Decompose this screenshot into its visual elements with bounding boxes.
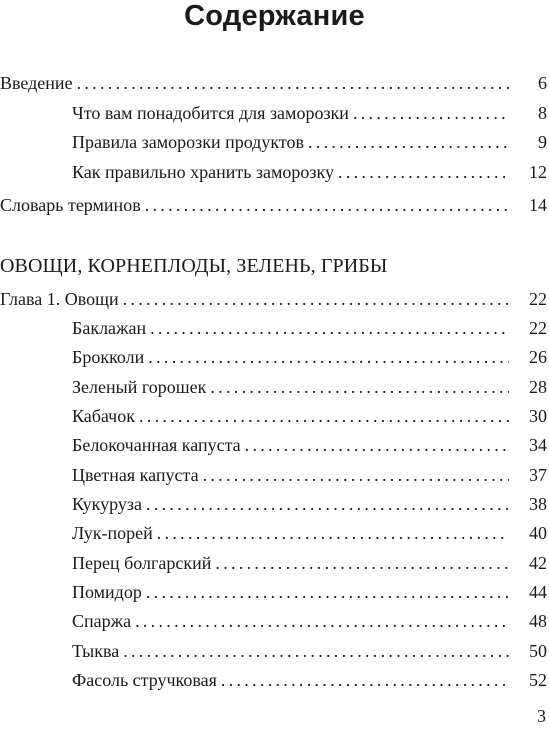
toc-entry-glossary[interactable]: [0, 194, 549, 216]
toc-entry-freezing-rules[interactable]: [72, 131, 549, 153]
toc-entry-page: 48: [529, 611, 547, 631]
dot-leader: [245, 434, 509, 456]
toc-entry-label: Кукуруза: [72, 494, 143, 514]
toc-entry-page: 22: [529, 289, 547, 309]
toc-entry-page: 44: [529, 582, 547, 602]
toc-entry-page: 14: [529, 195, 547, 215]
toc-entry-page: 50: [529, 641, 547, 661]
toc-entry-introduction[interactable]: [0, 72, 549, 94]
section-heading: ОВОЩИ, КОРНЕПЛОДЫ, ЗЕЛЕНЬ, ГРИБЫ: [0, 255, 388, 277]
dot-leader: [145, 194, 509, 216]
dot-leader: [77, 72, 509, 94]
toc-entry-label: Лук-порей: [72, 523, 153, 543]
toc-entry-page: 28: [529, 377, 547, 397]
toc-entry-label: Спаржа: [72, 611, 132, 631]
toc-entry-page: 8: [538, 103, 547, 123]
toc-entry-storage[interactable]: [72, 161, 549, 183]
dot-leader: [203, 464, 509, 486]
toc-entry-what-you-need[interactable]: [72, 102, 549, 124]
toc-entry-label: Перец болгарский: [72, 553, 212, 573]
dot-leader: [146, 493, 509, 515]
toc-entry-label: Фасоль стручковая: [72, 670, 217, 690]
toc-entry-green-peas[interactable]: [72, 376, 549, 398]
toc-entry-page: 40: [529, 523, 547, 543]
toc-entry-chapter-1[interactable]: [0, 288, 549, 310]
toc-entry-page: 30: [529, 406, 547, 426]
toc-entry-broccoli[interactable]: [72, 346, 549, 368]
toc-entry-eggplant[interactable]: [72, 317, 549, 339]
toc-entry-asparagus[interactable]: [72, 610, 549, 632]
toc-entry-label: Словарь терминов: [0, 195, 141, 215]
dot-leader: [157, 522, 509, 544]
toc-entry-label: Правила заморозки продуктов: [72, 132, 304, 152]
dot-leader: [150, 317, 509, 339]
dot-leader: [139, 405, 509, 427]
toc-entry-page: 6: [538, 73, 547, 93]
page-number: 3: [537, 706, 546, 726]
dot-leader: [148, 346, 509, 368]
toc-entry-page: 26: [529, 347, 547, 367]
toc-entry-green-beans[interactable]: [72, 669, 549, 691]
toc-entry-page: 37: [529, 465, 547, 485]
dot-leader: [146, 581, 509, 603]
toc-entry-page: 22: [529, 318, 547, 338]
toc-entry-label: Цветная капуста: [72, 465, 199, 485]
dot-leader: [221, 669, 509, 691]
toc-entry-label: Как правильно хранить заморозку: [72, 162, 335, 182]
toc-entry-tomato[interactable]: [72, 581, 549, 603]
toc-entry-white-cabbage[interactable]: [72, 434, 549, 456]
toc-entry-pumpkin[interactable]: [72, 640, 549, 662]
dot-leader: [215, 552, 509, 574]
toc-entry-page: 38: [529, 494, 547, 514]
dot-leader: [123, 640, 509, 662]
dot-leader: [308, 131, 509, 153]
toc-entry-label: Введение: [0, 73, 73, 93]
toc-entry-cauliflower[interactable]: [72, 464, 549, 486]
dot-leader: [338, 161, 509, 183]
dot-leader: [353, 102, 509, 124]
dot-leader: [210, 376, 509, 398]
toc-entry-label: Брокколи: [72, 347, 145, 367]
toc-entry-label: Что вам понадобится для заморозки: [72, 103, 349, 123]
toc-entry-label: Кабачок: [72, 406, 135, 426]
toc-entry-corn[interactable]: [72, 493, 549, 515]
toc-entry-page: 34: [529, 435, 547, 455]
toc-entry-page: 42: [529, 553, 547, 573]
toc-entry-label: Белокочанная капуста: [72, 435, 241, 455]
toc-entry-bell-pepper[interactable]: [72, 552, 549, 574]
toc-entry-zucchini[interactable]: [72, 405, 549, 427]
toc-entry-label: Баклажан: [72, 318, 147, 338]
toc-entry-label: Тыква: [72, 641, 120, 661]
toc-entry-label: Помидор: [72, 582, 142, 602]
toc-entry-page: 9: [538, 132, 547, 152]
toc-entry-page: 52: [529, 670, 547, 690]
toc-entry-label: Глава 1. Овощи: [0, 289, 119, 309]
toc-entry-page: 12: [529, 162, 547, 182]
toc-entry-leek[interactable]: [72, 522, 549, 544]
page-title: Содержание: [184, 0, 365, 32]
dot-leader: [123, 288, 509, 310]
toc-entry-label: Зеленый горошек: [72, 377, 207, 397]
dot-leader: [135, 610, 509, 632]
